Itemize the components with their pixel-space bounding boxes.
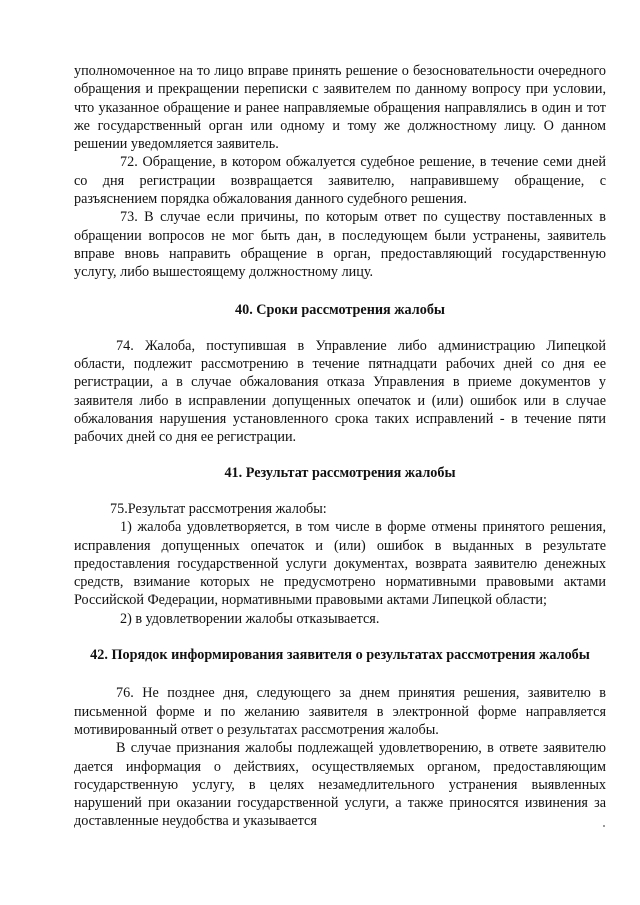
paragraph-73: 73. В случае если причины, по которым ответ по существу поставленных в обращении вопросов не мог быть дан, в последующем были устранены, заявитель вправе вновь направить обращение в орган, предоставляющий государственную услугу, либо вышестоящему должностному лицу.: [74, 209, 606, 281]
scan-speck: [603, 825, 605, 827]
list-item-75-2: 2) в удовлетворении жалобы отказывается.: [120, 610, 380, 627]
document-body: [74, 62, 606, 831]
paragraph-74: 74. Жалоба, поступившая в Управление либо администрацию Липецкой области, подлежит рассмотрению в течение пятнадцати рабочих дней со дня ее регистрации, а в случае обжалования отказа Управления в приеме документов у заявителя либо в исправлении допущенных опечаток и (или) ошибок или в случае обжалования нарушения установленного срока таких исправлений - в течение пяти рабочих дней со дня ее регистрации.: [74, 337, 606, 446]
section-heading-42: 42. Порядок информирования заявителя о результатах рассмотрения жалобы: [90, 647, 590, 664]
list-item-75-1: 1) жалоба удовлетворяется, в том числе в форме отмены принятого решения, исправления допущенных опечаток и (или) ошибок в выданных в результате предоставления государственной услуги документах, возврата заявителю денежных средств, взимание которых не предусмотрено нормативными правовыми актами Российской Федерации, нормативными правовыми актами Липецкой области;: [74, 519, 606, 609]
paragraph-continuation: уполномоченное на то лицо вправе принять решение о безосновательности очередного обращения и прекращении переписки с заявителем по данному вопросу при условии, что указанное обращение и ранее направляемые обращения направлялись в один и тот же государственный орган или одному и тому же должностному лицу. О данном решении уведомляется заявитель.: [74, 63, 606, 153]
paragraph-76-continued: В случае признания жалобы подлежащей удовлетворению, в ответе заявителю дается информация о действиях, осуществляемых органом, предоставляющим государственную услугу, в целях незамедлительного устранения выявленных нарушений при оказании государственной услуги, а также приносятся извинения за доставленные неудобства и указывается: [74, 740, 606, 830]
section-heading-40: 40. Сроки рассмотрения жалобы: [235, 301, 445, 318]
paragraph-76: 76. Не позднее дня, следующего за днем принятия решения, заявителю в письменной форме и по желанию заявителя в электронной форме направляется мотивированный ответ о результатах рассмотрения жалобы.: [74, 685, 606, 738]
paragraph-72: 72. Обращение, в котором обжалуется судебное решение, в течение семи дней со дня регистрации возвращается заявителю, направившему обращение, с разъяснением порядка обжалования данного судебного решения.: [74, 154, 606, 208]
section-heading-41: 41. Результат рассмотрения жалобы: [224, 464, 456, 481]
paragraph-75: 75.Результат рассмотрения жалобы:: [110, 500, 327, 517]
